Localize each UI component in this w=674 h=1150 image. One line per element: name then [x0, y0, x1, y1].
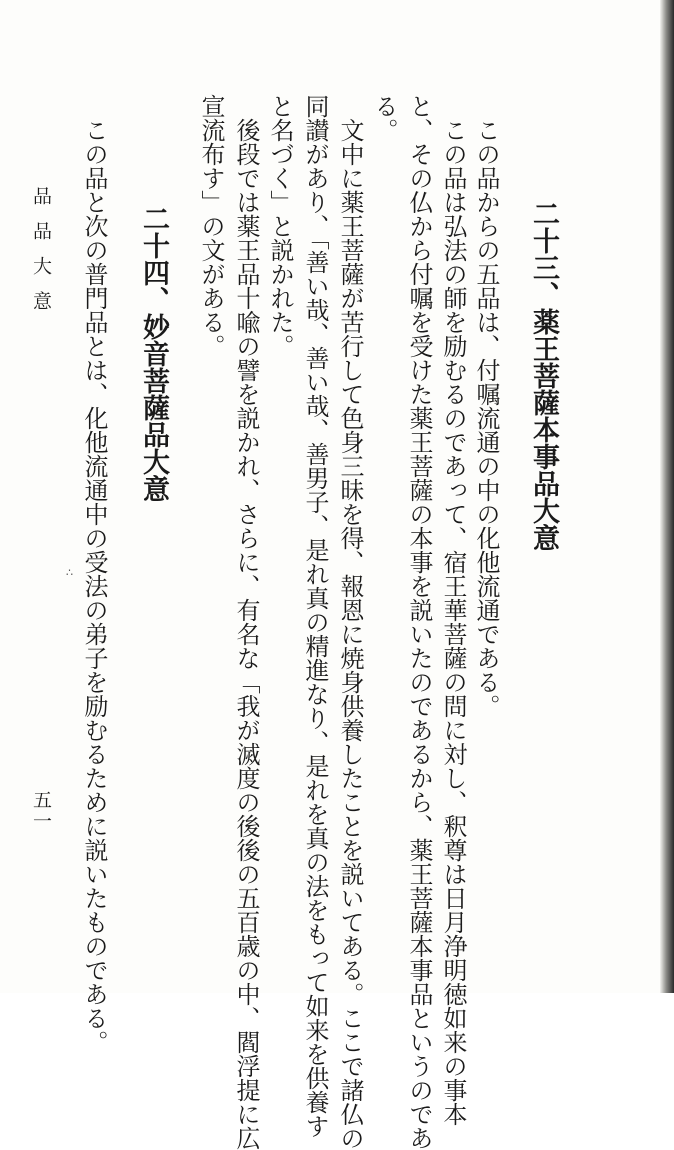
section-heading-23: 二十三、薬王菩薩本事品大意	[528, 200, 559, 551]
paragraph-line-2: この品は弘法の師を励むるのであって、宿王華菩薩の問に対し、釈尊は日月浄明徳如来の事本	[439, 118, 467, 1126]
paragraph-line-6: 同讃があり、「善い哉、善い哉、善男子、是れ真の精進なり、是れを真の法をもって如来を供養す	[301, 94, 329, 1138]
paragraph-line-5: 文中に薬王菩薩が苦行して色身三昧を得、報恩に焼身供養したことを説いてある。ここで諸仏の	[336, 118, 364, 1150]
page-number: 五一	[30, 790, 52, 832]
scan-edge-shadow	[660, 0, 674, 993]
paragraph-line-8: 後段では薬王品十喩の譬を説かれ、さらに、有名な「我が滅度の後後の五百歳の中、閻浮提に広	[232, 118, 260, 1150]
paragraph-line-4: る。	[370, 94, 398, 142]
paragraph-line-10: この品と次の普門品とは、化他流通中の受法の弟子を励むるために説いたものである。	[80, 118, 108, 1054]
paragraph-line-3: と、その仏から付嘱を受けた薬王菩薩の本事を説いたのであるから、薬王菩薩本事品というのであ	[405, 94, 433, 1150]
scan-speck-mark: ∴	[66, 566, 73, 579]
paragraph-line-7: と名づく」と説かれた。	[266, 94, 294, 358]
paragraph-line-9: 宣流布す」の文がある。	[197, 94, 225, 358]
paragraph-line-1: この品からの五品は、付嘱流通の中の化他流通である。	[472, 118, 500, 718]
running-head: 品品大意	[30, 186, 52, 326]
section-heading-24: 二十四、妙音菩薩品大意	[138, 205, 169, 502]
